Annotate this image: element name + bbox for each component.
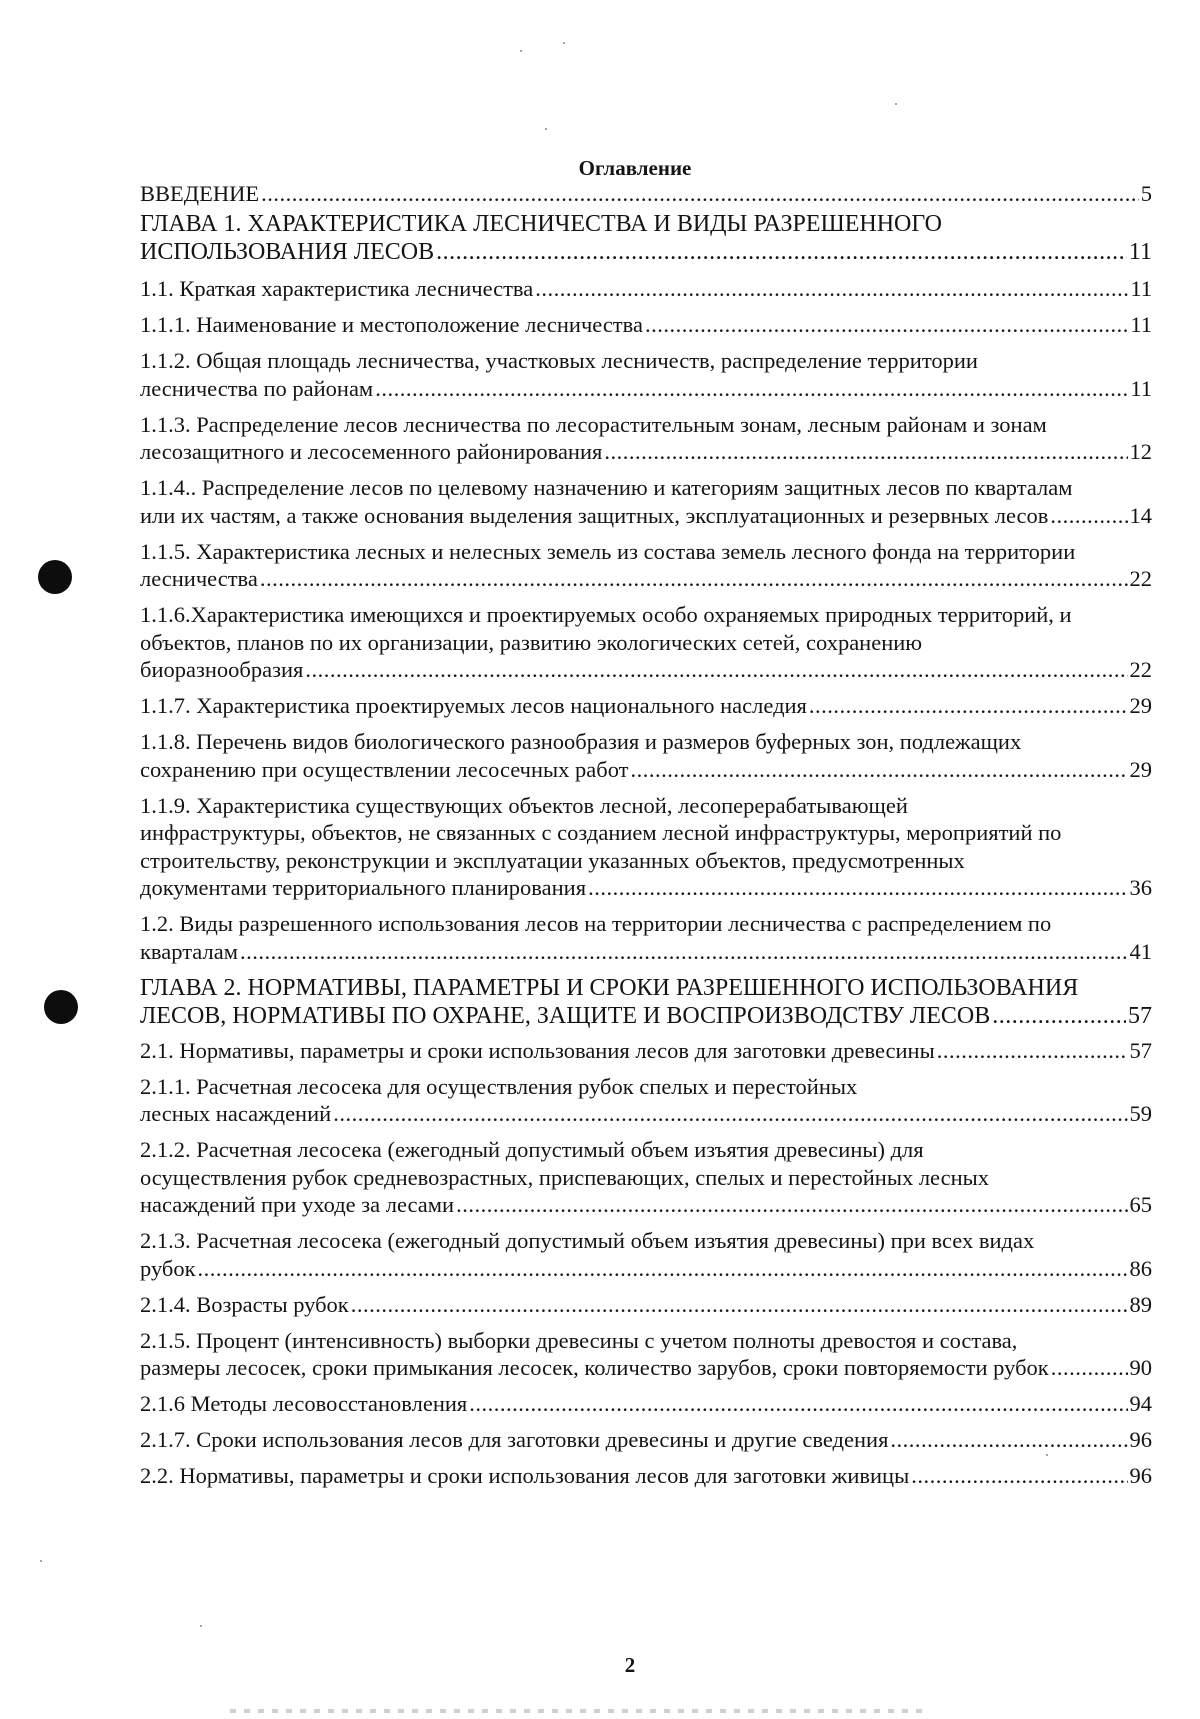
toc-entry-title: ЛЕСОВ, НОРМАТИВЫ ПО ОХРАНЕ, ЗАЩИТЕ И ВОСПРОИЗВОДСТВУ ЛЕСОВ [140,1003,991,1029]
toc-page-number: 12 [1129,439,1152,464]
toc-entry-title: 2.1.6 Методы лесовосстановления [140,1391,468,1416]
toc-entry-last-line [140,1390,1152,1418]
toc-entry-title: лесных насаждений [140,1101,332,1126]
toc-page-number: 57 [1128,1003,1152,1029]
toc-page-number: 65 [1129,1192,1152,1217]
toc-leader-dots [240,938,1128,966]
toc-entry [140,1136,1152,1219]
toc-page-number: 29 [1129,693,1152,718]
toc-entry-line: 1.1.3. Распределение лесов лесничества по лесорастительным зонам, лесным районам и зонам [140,411,1047,437]
toc-entry [140,180,1152,208]
toc-entry-last-line [140,1255,1152,1283]
toc-page-number: 11 [1128,239,1152,265]
toc-entry-last-line [140,938,1152,966]
toc-entry [140,311,1152,339]
toc-page-number: 14 [1129,502,1152,528]
toc-leader-dots [1050,502,1127,530]
toc-entry-last-line [140,756,1152,784]
toc-entry-last-line [140,692,1152,720]
toc-leader-dots [456,1191,1127,1219]
toc-entry-last-line [140,1354,1152,1382]
scan-speck [895,103,897,105]
toc-leader-dots [198,1255,1128,1283]
toc-entry [140,910,1152,965]
toc-entry [140,347,1152,402]
toc-leader-dots [469,1390,1127,1418]
toc-entry-title: 1.1.7. Характеристика проектируемых лесов национального наследия [140,693,807,718]
toc-page-number: 5 [1140,181,1152,206]
toc-page-number: 29 [1129,756,1152,782]
toc-entry-title: лесничества по районам [140,375,374,401]
scan-speck [563,42,565,44]
toc-entry-title: ИСПОЛЬЗОВАНИЯ ЛЕСОВ [140,239,435,265]
toc-entry [140,538,1152,593]
toc-entry-last-line [140,1462,1152,1490]
toc-entry [140,1462,1152,1490]
toc-entry-title: документами территориального планирования [140,875,587,900]
toc-entry [140,1327,1152,1382]
scan-speck [545,128,547,130]
toc-entry-last-line [140,656,1152,684]
toc-entry-last-line [140,1037,1152,1065]
toc-page-number: 11 [1130,312,1152,337]
toc-page-number: 22 [1129,566,1152,591]
toc-leader-dots [809,692,1128,720]
toc-entry [140,601,1152,684]
toc-leader-dots [305,656,1127,684]
toc-entry [140,1073,1152,1128]
toc-page-number: 22 [1129,657,1152,682]
toc-entry-title: лесничества [140,566,258,591]
punch-hole-mark [38,560,72,594]
scan-speck [1046,1454,1048,1456]
toc-entry [140,1291,1152,1319]
toc-entry-line: строительству, реконструкции и эксплуатации указанных объектов, предусмотренных [140,847,965,873]
toc-entry [140,974,1152,1031]
toc-entry-last-line [140,238,1152,267]
toc-page-number: 94 [1129,1391,1152,1416]
toc-entry-title: 2.1.4. Возрасты рубок [140,1291,349,1317]
toc-entry-last-line [140,1100,1152,1128]
toc-entry-line: 1.1.6.Характеристика имеющихся и проектируемых особо охраняемых природных территорий, и [140,602,1072,627]
toc-entry-last-line [140,1002,1152,1031]
toc-page-number: 86 [1129,1255,1152,1281]
toc-entry-last-line [140,311,1152,339]
toc-entry-last-line [140,1291,1152,1319]
toc-entry-title: кварталам [140,938,238,964]
page-number: 2 [624,1653,636,1677]
toc-entry [140,1426,1152,1454]
toc-entry-line: объектов, планов по их организации, развитию экологических сетей, сохранению [140,629,923,655]
toc-leader-dots [992,1002,1126,1031]
toc-leader-dots [261,180,1139,208]
toc-page-number: 11 [1130,375,1152,401]
toc-entry-line: 2.1.5. Процент (интенсивность) выборки древесины с учетом полноты древостоя и состава, [140,1327,1018,1353]
toc-entry-last-line [140,375,1152,403]
toc-entry-line: 1.2. Виды разрешенного использования лесов на территории лесничества с распределением по [140,911,1052,936]
toc-entry-title: 1.1. Краткая характеристика лесничества [140,276,534,301]
toc-entry-line: 1.1.2. Общая площадь лесничества, участковых лесничеств, распределение территории [140,348,978,373]
toc-leader-dots [351,1291,1128,1319]
toc-entry [140,692,1152,720]
toc-entry-title: лесозащитного и лесосеменного районирования [140,439,603,464]
toc-entry-title: размеры лесосек, сроки примыкания лесосек, количество зарубов, сроки повторяемости рубок [140,1355,1049,1380]
toc-leader-dots [890,1426,1127,1454]
toc-leader-dots [630,756,1127,784]
toc-entry-last-line [140,1426,1152,1454]
toc-title: Оглавление [578,156,692,180]
toc-entry-line: 2.1.3. Расчетная лесосека (ежегодный допустимый объем изъятия древесины) при всех видах [140,1228,1035,1253]
toc-entry-last-line [140,874,1152,902]
toc-page-number: 11 [1130,276,1152,301]
toc-entry-last-line [140,502,1152,530]
toc-entry-title: рубок [140,1255,196,1281]
toc-entry-line: 1.1.8. Перечень видов биологического разнообразия и размеров буферных зон, подлежащих [140,729,1022,754]
toc-leader-dots [375,375,1128,403]
scan-speck [200,1625,202,1627]
toc-page-number: 89 [1129,1291,1152,1317]
toc-leader-dots [645,311,1128,339]
toc-entry [140,1037,1152,1065]
toc-entry-last-line [140,275,1152,303]
toc-entry-line: 2.1.2. Расчетная лесосека (ежегодный допустимый объем изъятия древесины) для [140,1137,924,1162]
toc-leader-dots [604,438,1127,466]
toc-entry-title: 1.1.1. Наименование и местоположение лесничества [140,312,643,337]
toc-entry-line: 1.1.4.. Распределение лесов по целевому назначению и категориям защитных лесов по кварталам [140,475,1073,500]
toc-leader-dots [1051,1354,1128,1382]
table-of-contents [140,180,1152,1498]
toc-entry-line: осуществления рубок средневозрастных, приспевающих, спелых и перестойных лесных [140,1164,990,1190]
toc-page-number: 96 [1129,1427,1152,1452]
toc-entry-line: ГЛАВА 1. ХАРАКТЕРИСТИКА ЛЕСНИЧЕСТВА И ВИДЫ РАЗРЕШЕННОГО [140,210,942,237]
toc-page-number: 96 [1129,1463,1152,1488]
toc-entry [140,1227,1152,1282]
toc-entry-title: биоразнообразия [140,657,304,682]
toc-entry [140,728,1152,783]
toc-entry-last-line [140,438,1152,466]
toc-entry-title: сохранению при осуществлении лесосечных работ [140,756,629,782]
scan-speck [40,1560,42,1562]
toc-page-number: 90 [1129,1355,1152,1380]
toc-entry-line: инфраструктуры, объектов, не связанных с созданием лесной инфраструктуры, мероприятий по [140,820,1062,845]
toc-entry-last-line [140,1191,1152,1219]
toc-leader-dots [937,1037,1128,1065]
toc-leader-dots [436,238,1127,267]
toc-entry-last-line [140,180,1152,208]
toc-entry [140,275,1152,303]
toc-entry-line: 2.1.1. Расчетная лесосека для осуществления рубок спелых и перестойных [140,1073,858,1099]
toc-page-number: 59 [1129,1101,1152,1126]
toc-page-number: 41 [1129,938,1152,964]
toc-leader-dots [535,275,1128,303]
toc-leader-dots [588,874,1127,902]
toc-entry-title: 2.2. Нормативы, параметры и сроки использования лесов для заготовки живицы [140,1463,910,1488]
toc-entry-last-line [140,565,1152,593]
toc-leader-dots [260,565,1128,593]
toc-page-number: 36 [1129,875,1152,900]
toc-page-number: 57 [1129,1037,1152,1063]
toc-entry-title: 2.1. Нормативы, параметры и сроки использования лесов для заготовки древесины [140,1037,935,1063]
toc-entry [140,1390,1152,1418]
toc-entry-title: или их частям, а также основания выделения защитных, эксплуатационных и резервных лесов [140,502,1049,528]
toc-entry-title: 2.1.7. Сроки использования лесов для заготовки древесины и другие сведения [140,1427,889,1452]
scan-artifact-line [230,1709,930,1713]
toc-leader-dots [911,1462,1127,1490]
toc-entry-line: ГЛАВА 2. НОРМАТИВЫ, ПАРАМЕТРЫ И СРОКИ РАЗРЕШЕННОГО ИСПОЛЬЗОВАНИЯ [140,974,1079,1001]
scan-speck [520,50,522,52]
toc-entry [140,411,1152,466]
toc-entry-title: насаждений при уходе за лесами [140,1192,455,1217]
toc-entry [140,210,1152,267]
toc-entry [140,474,1152,529]
toc-leader-dots [333,1100,1127,1128]
punch-hole-mark [44,990,78,1024]
toc-entry-line: 1.1.5. Характеристика лесных и нелесных земель из состава земель лесного фонда на территории [140,538,1076,564]
toc-entry-line: 1.1.9. Характеристика существующих объектов лесной, лесоперерабатывающей [140,792,908,818]
toc-entry-title: ВВЕДЕНИЕ [140,181,260,206]
toc-entry [140,792,1152,902]
